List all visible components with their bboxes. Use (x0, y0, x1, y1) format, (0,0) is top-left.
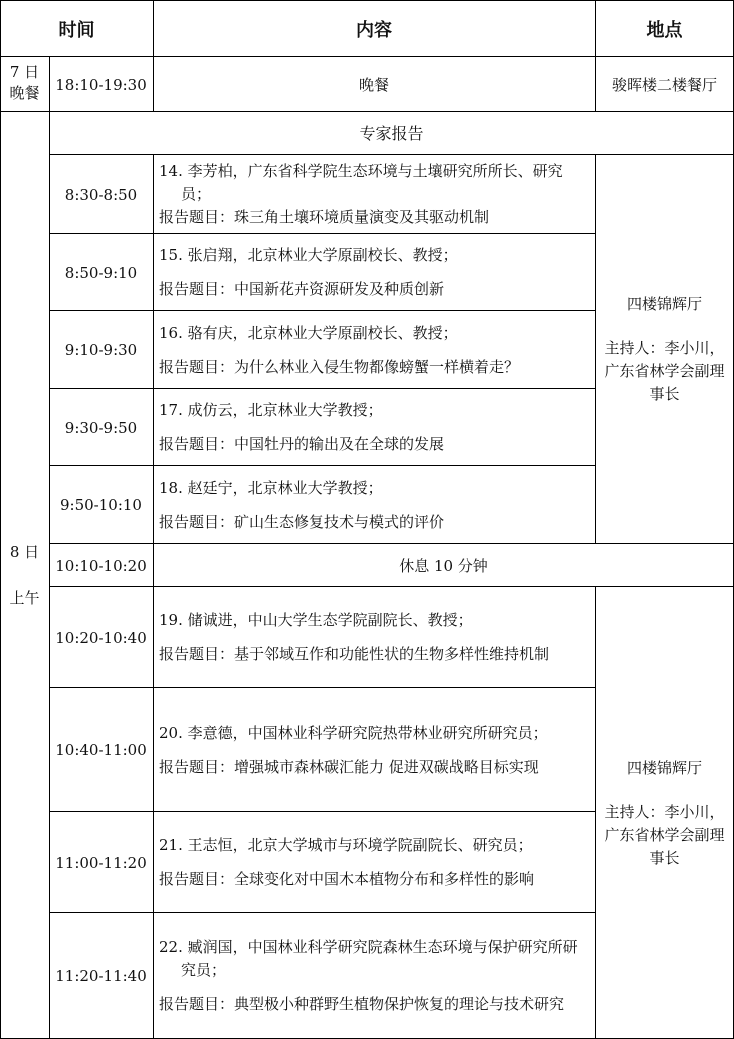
talk-item (153, 587, 595, 688)
venue-host: 主持人：李小川，广东省林学会副理事长 (604, 339, 725, 403)
talk-item (153, 688, 595, 812)
grid-line (49, 233, 595, 234)
talk-speaker: 17. 成仿云，北京林业大学教授； (159, 401, 383, 419)
talk-time: 10:40-11:00 (55, 741, 147, 759)
section-title: 专家报告 (359, 123, 424, 143)
grid-line (595, 155, 596, 544)
talk-item (153, 466, 595, 544)
grid-line (0, 56, 734, 57)
talk-speaker: 16. 骆有庆，北京林业大学原副校长、教授； (159, 323, 458, 342)
talk-topic: 报告题目：增强城市森林碳汇能力 促进双碳战略目标实现 (159, 757, 539, 776)
talk-item (153, 311, 595, 389)
talk-speaker: 21. 王志恒，北京大学城市与环境学院副院长、研究员； (159, 836, 533, 854)
talk-topic: 报告题目：基于邻域互作和功能性状的生物多样性维持机制 (159, 645, 550, 663)
venue-block (595, 587, 734, 1039)
talk-topic: 报告题目：为什么林业入侵生物都像螃蟹一样横着走？ (159, 357, 520, 376)
talk-time: 8:30-8:50 (64, 185, 138, 204)
dinner-day (0, 62, 49, 110)
grid-line (153, 155, 154, 1039)
talk-item (153, 234, 595, 311)
dinner-time: 18:10-19:30 (55, 75, 147, 94)
talk-item (153, 913, 595, 1039)
venue-host: 主持人：李小川，广东省林学会副理事长 (604, 802, 725, 867)
grid-line (49, 465, 595, 466)
venue-room: 四楼锦辉厅 (626, 295, 702, 313)
grid-line (0, 0, 1, 1039)
talk-topic: 报告题目：中国牡丹的输出及在全球的发展 (159, 435, 445, 453)
talk-time: 9:10-9:30 (64, 341, 138, 359)
talk-speaker: 18. 赵廷宁，北京林业大学教授； (159, 478, 383, 497)
break-content: 休息 10 分钟 (399, 556, 488, 575)
dinner-content: 晚餐 (358, 75, 389, 94)
header-place: 地点 (646, 19, 683, 41)
header-time: 时间 (58, 19, 95, 41)
grid-line (595, 587, 596, 1039)
talk-time: 11:20-11:40 (55, 967, 147, 985)
talk-time: 9:50-10:10 (60, 496, 142, 514)
talk-item (153, 812, 595, 913)
dinner-place: 骏晖楼二楼餐厅 (611, 75, 717, 94)
talk-topic: 报告题目：矿山生态修复技术与模式的评价 (159, 512, 445, 531)
grid-line (49, 112, 50, 1039)
grid-line (0, 0, 734, 1)
grid-line (49, 912, 595, 913)
day8-date: 8 日 (9, 543, 40, 561)
grid-line (0, 111, 734, 112)
grid-line (49, 586, 734, 587)
talk-time: 11:00-11:20 (55, 853, 147, 872)
talk-speaker: 14. 李芳柏，广东省科学院生态环境与土壤研究所所长、研究员； (159, 162, 563, 203)
grid-line (49, 310, 595, 311)
grid-line (49, 154, 734, 155)
talk-speaker: 19. 储诚进，中山大学生态学院副院长、教授； (159, 611, 473, 629)
talk-topic: 报告题目：中国新花卉资源研发及种质创新 (159, 280, 445, 298)
talk-topic: 报告题目：全球变化对中国木本植物分布和多样性的影响 (159, 870, 535, 888)
venue-block (595, 155, 734, 544)
talk-item (153, 389, 595, 466)
grid-line (49, 543, 734, 544)
talk-time: 8:50-9:10 (64, 263, 138, 282)
talk-speaker: 20. 李意德，中国林业科学研究院热带林业研究所研究员； (159, 723, 548, 742)
day8-part: 上午 (9, 589, 40, 607)
grid-line (49, 687, 595, 688)
header-content: 内容 (356, 19, 392, 41)
break-time: 10:10-10:20 (55, 556, 147, 575)
venue-room: 四楼锦辉厅 (626, 758, 702, 777)
talk-topic: 报告题目：珠三角土壤环境质量演变及其驱动机制 (159, 208, 490, 226)
talk-time: 9:30-9:50 (64, 418, 138, 437)
dinner-day-part: 晚餐 (9, 84, 40, 102)
grid-line (49, 388, 595, 389)
talk-time: 10:20-10:40 (55, 628, 147, 647)
grid-line (49, 811, 595, 812)
grid-line (49, 57, 50, 112)
talk-topic: 报告题目：典型极小种群野生植物保护恢复的理论与技术研究 (159, 995, 565, 1013)
talk-item (153, 155, 595, 234)
dinner-day-date: 7 日 (9, 63, 40, 81)
talk-speaker: 15. 张启翔，北京林业大学原副校长、教授； (159, 246, 458, 264)
talk-speaker: 22. 臧润国，中国林业科学研究院森林生态环境与保护研究所研究员； (159, 938, 578, 979)
